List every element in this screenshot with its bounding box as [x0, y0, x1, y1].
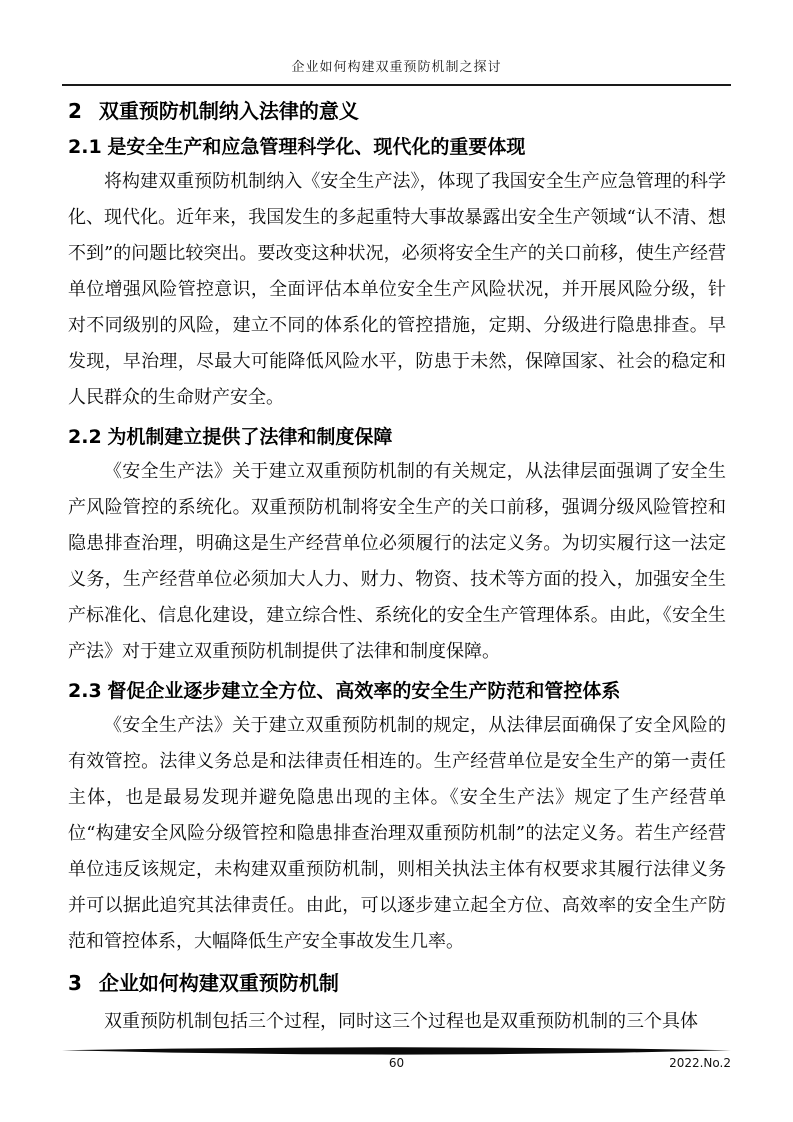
subsection-number: 2.2	[68, 426, 102, 448]
paragraph-2-1: 将构建双重预防机制纳入《安全生产法》，体现了我国安全生产应急管理的科学化、现代化。近年来，我国发生的多起重特大事故暴露出安全生产领域“认不清、想不到”的问题比较突出。要改变这种状况，必须将安全生产的关口前移，使生产经营单位增强风险管控意识，全面评估本单位安全生产风险状况，并开展风险分级，针对不同级别的风险，建立不同的体系化的管控措施，定期、分级进行隐患排查。早发现，早治理，尽最大可能降低风险水平，防患于未然，保障国家、社会的稳定和人民群众的生命财产安全。	[68, 171, 726, 408]
subsection-heading-2-3	[68, 676, 726, 706]
subsection-title: 督促企业逐步建立全方位、高效率的安全生产防范和管控体系	[107, 680, 621, 702]
running-head-title: 企业如何构建双重预防机制之探讨	[291, 60, 502, 75]
paragraph-2-2: 《安全生产法》关于建立双重预防机制的有关规定，从法律层面强调了安全生产风险管控的系统化。双重预防机制将安全生产的关口前移，强调分级风险管控和隐患排查治理，明确这是生产经营单位必须履行的法定义务。为切实履行这一法定义务，生产经营单位必须加大人力、财力、物资、技术等方面的投入，加强安全生产标准化、信息化建设，建立综合性、系统化的安全生产管理体系。由此，《安全生产法》对于建立双重预防机制提供了法律和制度保障。	[68, 461, 726, 662]
page-number: 60	[388, 1056, 405, 1070]
subsection-title: 为机制建立提供了法律和制度保障	[107, 426, 393, 448]
subsection-number: 2.1	[68, 136, 102, 158]
footer-tapered-rule	[62, 1047, 731, 1055]
subsection-heading-2-2	[68, 422, 726, 452]
subsection-title: 是安全生产和应急管理科学化、现代化的重要体现	[107, 136, 526, 158]
paragraph-3-intro: 双重预防机制包括三个过程，同时这三个过程也是双重预防机制的三个具体	[104, 1011, 698, 1032]
section-heading-3	[68, 968, 726, 998]
section-number: 2	[68, 99, 82, 123]
page-footer	[62, 1056, 731, 1074]
article-body	[68, 92, 726, 1040]
section-title: 企业如何构建双重预防机制	[98, 971, 339, 995]
section-heading-2	[68, 96, 726, 126]
paragraph-2-3: 《安全生产法》关于建立双重预防机制的规定，从法律层面确保了安全风险的有效管控。法律义务总是和法律责任相连的。生产经营单位是安全生产的第一责任主体，也是最易发现并避免隐患出现的主体。《安全生产法》规定了生产经营单位“构建安全风险分级管控和隐患排查治理双重预防机制”的法定义务。若生产经营单位违反该规定，未构建双重预防机制，则相关执法主体有权要求其履行法律义务并可以据此追究其法律责任。由此，可以逐步建立起全方位、高效率的安全生产防范和管控体系，大幅降低生产安全事故发生几率。	[68, 715, 726, 952]
subsection-heading-2-1	[68, 132, 726, 162]
journal-issue: 2022.No.2	[669, 1056, 731, 1070]
section-title: 双重预防机制纳入法律的意义	[98, 99, 359, 123]
subsection-number: 2.3	[68, 680, 102, 702]
header-rule	[62, 84, 731, 86]
section-number: 3	[68, 971, 82, 995]
